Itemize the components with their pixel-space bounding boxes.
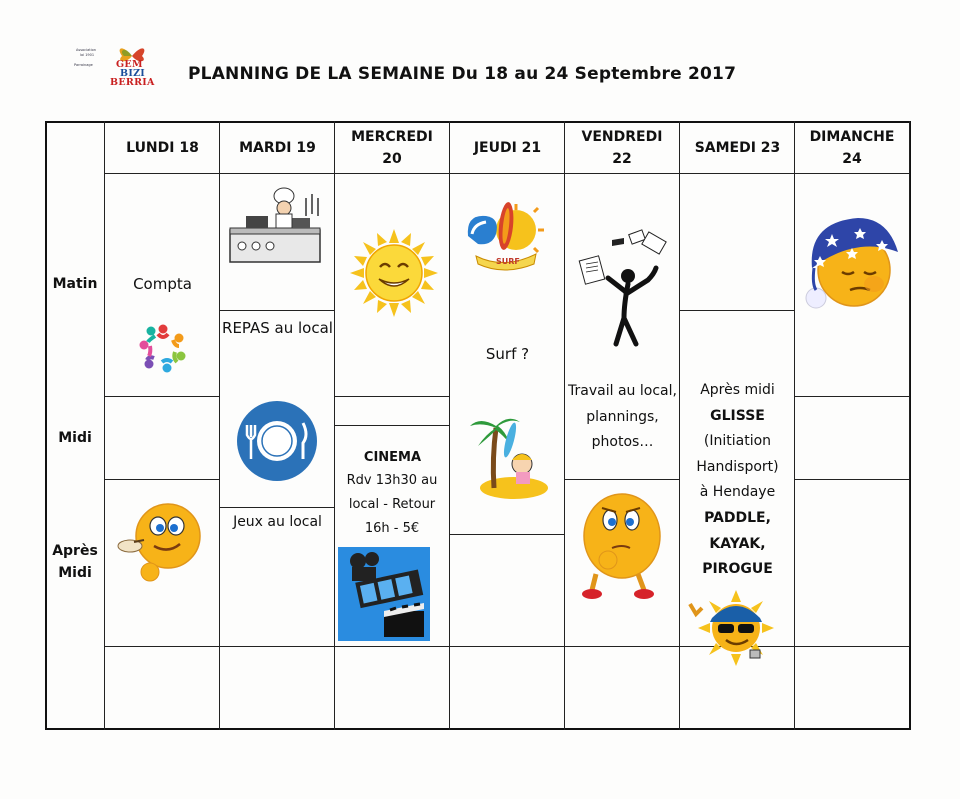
gem-bizi-berria-logo xyxy=(70,44,162,90)
chef-cooking-icon xyxy=(226,186,324,266)
day-header-jeudi: JEUDI 21 xyxy=(473,140,542,156)
cinema-film-icon xyxy=(338,547,430,641)
grid-line xyxy=(679,121,680,730)
page-title: PLANNING DE LA SEMAINE Du 18 au 24 Septembre 2017 xyxy=(188,64,737,84)
day-header-vendredi: VENDREDI 22 xyxy=(581,129,663,167)
mardi-repas-text: REPAS au local xyxy=(222,319,333,337)
mercredi-cinema-title: CINEMA xyxy=(363,450,422,465)
grid-line xyxy=(794,396,910,397)
sun-smiley-icon xyxy=(346,228,442,318)
mercredi-cinema-details: Rdv 13h30 au local - Retour 16h - 5€ xyxy=(346,473,438,536)
day-header-mercredi: MERCREDI 20 xyxy=(351,129,433,167)
grid-line xyxy=(334,396,450,397)
grid-line xyxy=(104,121,105,730)
day-header-samedi: SAMEDI 23 xyxy=(694,140,781,156)
grid-line xyxy=(104,646,910,647)
row-label-apres-midi: Après Midi xyxy=(52,543,98,581)
samedi-hendaye-text: à Hendaye xyxy=(699,484,776,500)
mardi-jeux-text: Jeux au local xyxy=(233,514,322,530)
grid-line xyxy=(104,479,220,480)
surf-logo-text: SURF xyxy=(496,257,520,266)
grid-line xyxy=(219,121,220,730)
row-label-matin: Matin xyxy=(52,276,98,292)
logo-word: GEM xyxy=(116,59,143,70)
grid-line xyxy=(219,507,335,508)
jeudi-surf-text: Surf ? xyxy=(485,345,530,363)
surf-icon xyxy=(462,200,548,272)
day-header-lundi: LUNDI 18 xyxy=(126,140,199,156)
grid-line xyxy=(104,396,220,397)
logo-tiny-text: loi 1901 xyxy=(80,53,95,57)
smiley-thinking-icon xyxy=(578,490,666,604)
logo-tiny-text: Association xyxy=(76,48,96,52)
samedi-activities-text: PADDLE, KAYAK, PIROGUE xyxy=(702,510,773,577)
samedi-initiation-text: (Initiation Handisport) xyxy=(696,433,779,475)
logo-word: BIZI xyxy=(120,68,146,79)
people-circle-icon xyxy=(134,322,192,374)
grid-line xyxy=(219,310,335,311)
row-label-midi: Midi xyxy=(58,430,92,446)
samedi-apres-midi-text: Après midi xyxy=(700,382,775,398)
smiley-eating-icon xyxy=(112,498,208,584)
grid-line xyxy=(564,121,565,730)
plate-cutlery-icon xyxy=(235,399,319,483)
cool-sun-icon xyxy=(686,588,782,668)
palm-island-icon xyxy=(466,408,548,500)
logo-word: BERRIA xyxy=(110,77,155,88)
juggler-icon xyxy=(578,228,676,348)
vendredi-travail-text: Travail au local, plannings, photos… xyxy=(568,383,677,450)
grid-line xyxy=(679,310,795,311)
logo-tiny-text: Parrainage xyxy=(74,63,93,67)
sleeping-smiley-icon xyxy=(802,212,900,312)
grid-line xyxy=(104,173,910,174)
samedi-glisse-text: GLISSE xyxy=(710,408,765,424)
grid-line xyxy=(334,425,450,426)
day-header-dimanche: DIMANCHE 24 xyxy=(809,129,895,167)
grid-line xyxy=(564,479,680,480)
grid-line xyxy=(909,121,910,647)
day-header-mardi: MARDI 19 xyxy=(239,140,316,156)
grid-line xyxy=(449,534,565,535)
lundi-compta-text: Compta xyxy=(133,275,192,293)
grid-line xyxy=(794,121,795,730)
grid-line xyxy=(794,479,910,480)
